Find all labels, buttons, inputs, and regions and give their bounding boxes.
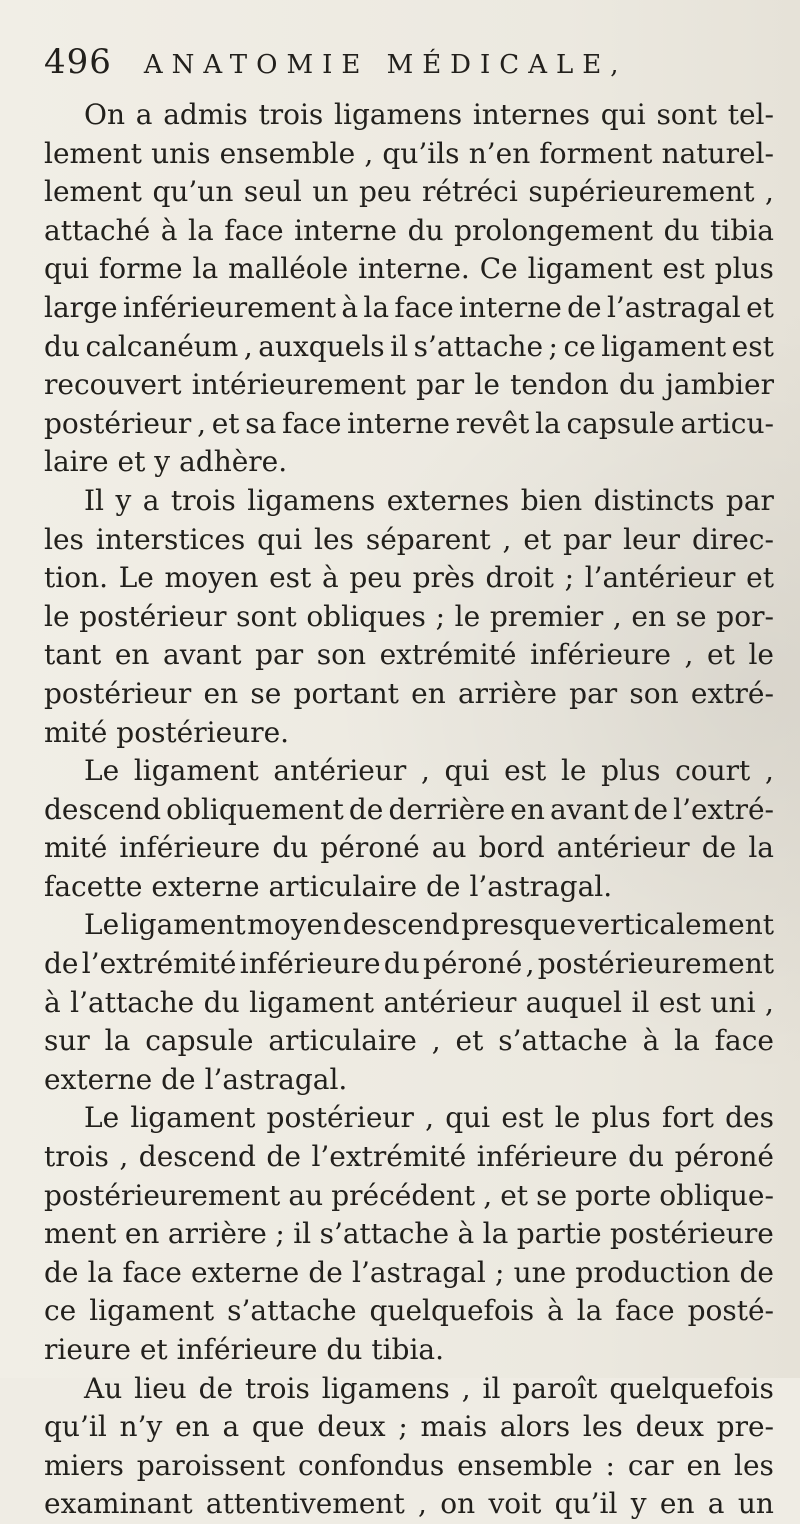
text-line: attaché à la face interne du prolongement du tibia	[44, 213, 774, 247]
text-line: Le ligament postérieur , qui est le plus fort des	[84, 1101, 774, 1135]
text-line: tion. Le moyen est à peu près droit ; l’antérieur et	[44, 561, 774, 595]
text-line: mité postérieure.	[44, 715, 290, 749]
text-line: externe de l’astragal.	[44, 1062, 348, 1096]
text-line: Au lieu de trois ligamens , il paroît quelquefois	[84, 1371, 774, 1405]
text-line: à l’attache du ligament antérieur auquel il est uni ,	[44, 985, 774, 1019]
text-line: lement unis ensemble , qu’ils n’en forment naturel-	[44, 136, 774, 170]
text-line: de la face externe de l’astragal ; une production de	[44, 1255, 774, 1289]
text-line: postérieurement au précédent , et se porte oblique-	[44, 1178, 774, 1212]
text-line: On a admis trois ligamens internes qui sont tel-	[84, 98, 774, 131]
text-line: descend obliquement de derrière en avant de l’extré-	[44, 792, 774, 826]
text-line: Le ligament antérieur , qui est le plus court ,	[84, 754, 774, 788]
text-line: postérieur , et sa face interne revêt la capsule articu-	[44, 406, 774, 440]
text-line: laire et y adhère.	[44, 445, 288, 479]
text-line: lement qu’un seul un peu rétréci supérieurement ,	[44, 175, 774, 209]
text-line: de l’extrémité inférieure du péroné , postérieurement	[44, 947, 774, 981]
running-head: ANATOMIE MÉDICALE,	[143, 50, 628, 80]
text-line: miers paroissent confondus ensemble : car en les	[44, 1448, 774, 1482]
text-line: large inférieurement à la face interne de l’astragal et	[44, 290, 774, 324]
text-line: trois , descend de l’extrémité inférieure du péroné	[44, 1140, 774, 1174]
text-line: le postérieur sont obliques ; le premier , en se por-	[44, 599, 774, 633]
text-line: sur la capsule articulaire , et s’attache à la face	[44, 1024, 774, 1058]
text-line: ment en arrière ; il s’attache à la partie postérieure	[44, 1217, 774, 1251]
body-text	[44, 96, 774, 1524]
text-line: tant en avant par son extrémité inférieure , et le	[44, 638, 774, 672]
text-line: recouvert intérieurement par le tendon du jambier	[44, 368, 774, 402]
text-line: mité inférieure du péroné au bord antérieur de la	[44, 831, 774, 865]
text-line: ce ligament s’attache quelquefois à la face posté-	[44, 1294, 774, 1328]
text-line: rieure et inférieure du tibia.	[44, 1333, 445, 1366]
text-line: facette externe articulaire de l’astragal.	[44, 869, 613, 903]
text-line: du calcanéum , auxquels il s’attache ; ce ligament est	[44, 329, 774, 363]
page-number: 496	[44, 42, 112, 82]
text-line: qui forme la malléole interne. Ce ligament est plus	[44, 252, 774, 286]
text-line: qu’il n’y en a que deux ; mais alors les deux pre-	[44, 1410, 774, 1444]
text-line: les interstices qui les séparent , et par leur direc-	[44, 522, 774, 556]
text-line: postérieur en se portant en arrière par son extré-	[44, 676, 774, 710]
page-header	[44, 42, 764, 86]
text-line: examinant attentivement , on voit qu’il y en a un	[44, 1487, 774, 1521]
text-line: Il y a trois ligamens externes bien distincts par	[84, 483, 774, 517]
text-line: Le ligament moyen descend presque verticalement	[84, 908, 774, 942]
